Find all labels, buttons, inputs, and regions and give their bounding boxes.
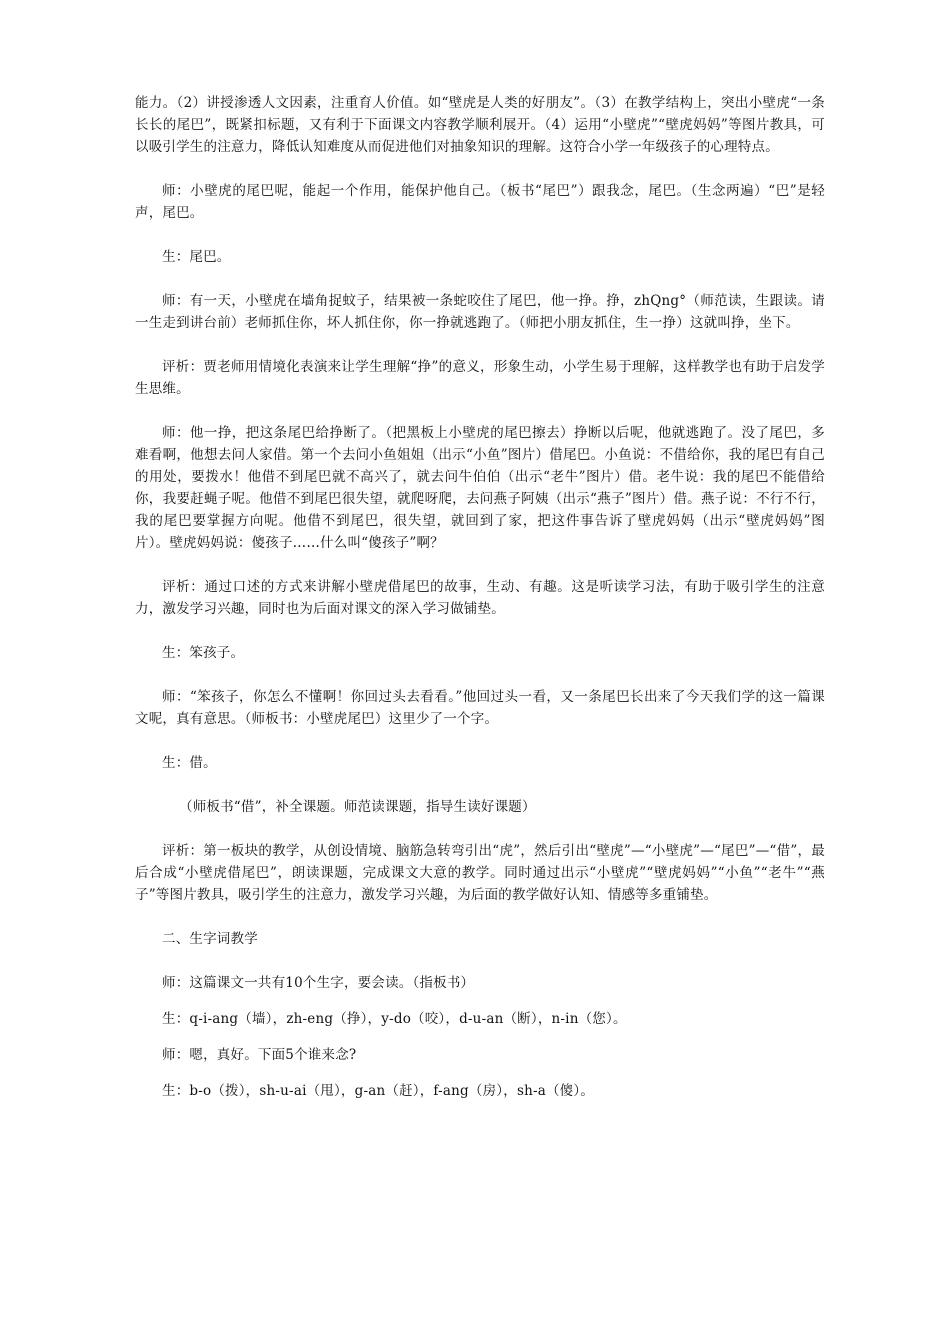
paragraph-student-vocab2: 生：b-o（拨），sh-u-ai（甩），g-an（赶），f-ang（房），sh-a（傻）。 [162, 1083, 595, 1099]
paragraph-student-silly: 生：笨孩子。 [162, 645, 245, 661]
paragraph-intro: 能力。（2）讲授渗透人文因素，注重育人价值。如“壁虎是人类的好朋友”。（3）在教学结构上，突出小壁虎“一条长长的尾巴”，既紧扣标题，又有利于下面课文内容教学顺利展开。（4）运用“小壁虎”“壁虎妈妈”等图片教具，可以吸引学生的注意力，降低认知难度从而促进他们对抽象知识的理解。这符合小学一年级孩子的心理特点。 [135, 95, 825, 155]
paragraph-comment-story: 评析：通过口述的方式来讲解小壁虎借尾巴的故事，生动、有趣。这是听读学习法，有助于吸引学生的注意力，激发学习兴趣，同时也为后面对课文的深入学习做铺垫。 [135, 579, 825, 617]
paragraph-teacher-story: 师：他一挣，把这条尾巴给挣断了。（把黑板上小壁虎的尾巴擦去）挣断以后呢，他就逃跑了。没了尾巴，多难看啊，他想去问人家借。第一个去问小鱼姐姐（出示“小鱼”图片）借尾巴。小鱼说：不借给你，我的尾巴有自己的用处，要拨水！他借不到尾巴就不高兴了，就去问牛伯伯（出示“老牛”图片）借。老牛说：我的尾巴不能借给你，我要赶蝇子呢。他借不到尾巴很失望，就爬呀爬，去问燕子阿姨（出示“燕子”图片）借。燕子说：不行不行，我的尾巴要掌握方向呢。他借不到尾巴，很失望，就回到了家，把这件事告诉了壁虎妈妈（出示“壁虎妈妈”图片）。壁虎妈妈说：傻孩子……什么叫“傻孩子”啊？ [135, 425, 825, 551]
paragraph-comment-struggle: 评析：贾老师用情境化表演来让学生理解“挣”的意义，形象生动，小学生易于理解，这样教学也有助于启发学生思维。 [135, 359, 825, 397]
paragraph-teacher-title: 师：“笨孩子，你怎么不懂啊！你回过头去看看。”他回过头一看，又一条尾巴长出来了今天我们学的这一篇课文呢，真有意思。（师板书：小壁虎尾巴）这里少了一个字。 [135, 689, 825, 727]
paragraph-teacher-vocab: 师：这篇课文一共有10个生字，要会读。（指板书） [162, 975, 475, 991]
paragraph-student-borrow: 生：借。 [162, 755, 217, 771]
paragraph-teacher-next: 师：嗯，真好。下面5个谁来念? [162, 1047, 357, 1063]
paragraph-teacher-struggle: 师：有一天，小壁虎在墙角捉蚊子，结果被一条蛇咬住了尾巴，他一挣。挣，zhQng°（师范读，生跟读。请一生走到讲台前）老师抓住你，坏人抓住你，你一挣就逃跑了。（师把小朋友抓住，生一挣）这就叫挣，坐下。 [135, 293, 825, 331]
paragraph-student-vocab1: 生：q-i-ang（墙），zh-eng（挣），y-do（咬），d-u-an（断），n-in（您）。 [162, 1011, 627, 1027]
paragraph-student-tail: 生：尾巴。 [162, 249, 231, 265]
document-page [135, 92, 825, 1116]
section-heading-vocab: 二、生字词教学 [162, 931, 258, 947]
paragraph-comment-section1: 评析：第一板块的教学，从创设情境、脑筋急转弯引出“虎”，然后引出“壁虎”—“小壁虎”—“尾巴”—“借”，最后合成“小壁虎借尾巴”，朗读课题，完成课文大意的教学。同时通过出示“小壁虎”“壁虎妈妈”“小鱼”“老牛”“燕子”等图片教具，吸引学生的注意力，激发学习兴趣，为后面的教学做好认知、情感等多重铺垫。 [135, 843, 825, 903]
paragraph-teacher-tail: 师：小壁虎的尾巴呢，能起一个作用，能保护他自己。（板书“尾巴”）跟我念，尾巴。（生念两遍）“巴”是轻声，尾巴。 [135, 183, 825, 221]
paragraph-stage-note: （师板书“借”，补全课题。师范读课题，指导生读好课题） [179, 799, 536, 815]
